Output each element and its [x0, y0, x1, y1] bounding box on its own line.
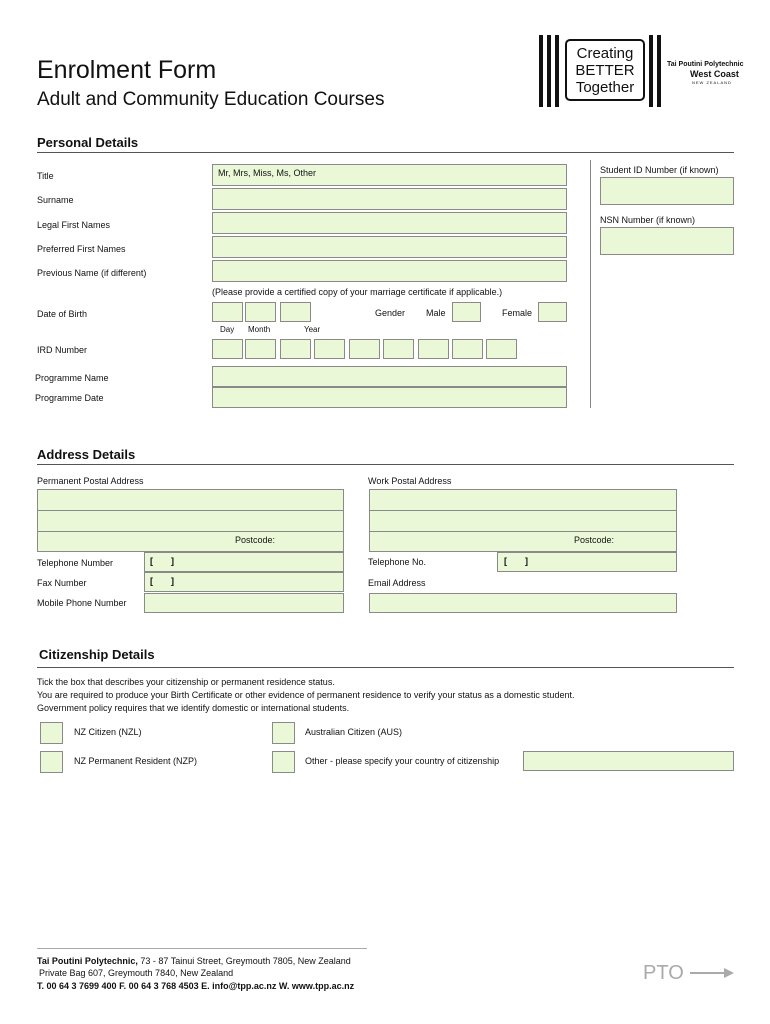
nzp-checkbox[interactable]: [40, 751, 63, 773]
student-id-label: Student ID Number (if known): [600, 165, 719, 175]
logo-bar-left: [539, 35, 543, 107]
title-field[interactable]: [212, 164, 567, 186]
preferred-first-names-field[interactable]: [212, 236, 567, 258]
nzp-label: NZ Permanent Resident (NZP): [74, 756, 198, 766]
telephone-bracket-open: [: [150, 556, 153, 566]
aus-label: Australian Citizen (AUS): [305, 727, 403, 737]
previous-name-label: Previous Name (if different): [37, 268, 147, 278]
ird-digit-4[interactable]: [314, 339, 345, 359]
work-address-line-1[interactable]: [369, 489, 677, 511]
other-checkbox[interactable]: [272, 751, 295, 773]
male-label: Male: [426, 308, 446, 318]
ird-digit-8[interactable]: [452, 339, 483, 359]
telephone-no-label: Telephone No.: [368, 557, 427, 567]
footer-address-line-1: [37, 956, 351, 966]
surname-label: Surname: [37, 195, 74, 205]
pto-arrow-icon: [690, 966, 734, 980]
pto-label: PTO: [643, 962, 684, 984]
address-details-heading: Address Details: [37, 447, 136, 462]
logo-bar-left-3: [555, 35, 559, 107]
work-telephone-bracket-open: [: [504, 556, 507, 566]
male-checkbox[interactable]: [452, 302, 481, 322]
footer-contact-line: T. 00 64 3 7699 400 F. 00 64 3 768 4503 E. info@tpp.ac.nz W. www.tpp.ac.nz: [37, 981, 355, 991]
telephone-bracket-close: ]: [171, 556, 174, 566]
nsn-label: NSN Number (if known): [600, 215, 696, 225]
fax-bracket-open: [: [150, 576, 153, 586]
nzl-label: NZ Citizen (NZL): [74, 727, 142, 737]
gender-label: Gender: [375, 308, 406, 318]
title-options: Mr, Mrs, Miss, Ms, Other: [218, 168, 316, 178]
dob-day-label: Day: [220, 325, 235, 334]
logo-org-1: Tai Poutini Polytechnic: [667, 61, 744, 68]
programme-name-field[interactable]: [212, 366, 567, 387]
programme-date-label: Programme Date: [35, 393, 104, 403]
permanent-postcode-field[interactable]: [37, 531, 344, 552]
dob-year-field[interactable]: [280, 302, 311, 322]
surname-field[interactable]: [212, 188, 567, 210]
logo-line-2: BETTER: [575, 62, 635, 79]
logo-line-1: Creating: [576, 45, 634, 62]
form-subtitle: Adult and Community Education Courses: [37, 89, 385, 110]
footer-street: 73 - 87 Tainui Street, Greymouth 7805, New Zealand: [137, 956, 351, 966]
fax-number-label: Fax Number: [37, 578, 87, 588]
footer-address-line-2: Private Bag 607, Greymouth 7840, New Zealand: [39, 968, 234, 978]
citizenship-instruction-1: Tick the box that describes your citizenship or permanent residence status.: [37, 677, 335, 687]
citizenship-instruction-2: You are required to produce your Birth Certificate or other evidence of permanent residence to verify your status as a domestic student.: [37, 690, 575, 700]
permanent-address-line-1[interactable]: [37, 489, 344, 511]
dob-month-field[interactable]: [245, 302, 276, 322]
dob-month-label: Month: [248, 325, 271, 334]
citizenship-details-rule: [37, 667, 734, 668]
ird-digit-9[interactable]: [486, 339, 517, 359]
citizenship-details-heading: Citizenship Details: [39, 647, 155, 662]
legal-first-names-field[interactable]: [212, 212, 567, 234]
logo-bar-right-2: [657, 35, 661, 107]
aus-checkbox[interactable]: [272, 722, 295, 744]
logo-org-3: NEW ZEALAND: [692, 80, 732, 85]
permanent-postcode-label: Postcode:: [235, 535, 276, 545]
legal-first-names-label: Legal First Names: [37, 220, 111, 230]
previous-name-field[interactable]: [212, 260, 567, 282]
logo-bar-left-2: [547, 35, 551, 107]
telephone-number-field[interactable]: [144, 552, 344, 572]
date-of-birth-label: Date of Birth: [37, 309, 88, 319]
address-details-rule: [37, 464, 734, 465]
dob-year-label: Year: [304, 325, 321, 334]
nzl-checkbox[interactable]: [40, 722, 63, 744]
ird-digit-6[interactable]: [383, 339, 414, 359]
student-id-field[interactable]: [600, 177, 734, 205]
programme-name-label: Programme Name: [35, 373, 109, 383]
work-postcode-label: Postcode:: [574, 535, 615, 545]
work-address-line-2[interactable]: [369, 510, 677, 532]
right-column-divider: [590, 160, 591, 408]
work-postcode-field[interactable]: [369, 531, 677, 552]
preferred-first-names-label: Preferred First Names: [37, 244, 126, 254]
logo-bar-right: [649, 35, 653, 107]
title-label: Title: [37, 171, 54, 181]
nsn-field[interactable]: [600, 227, 734, 255]
logo-line-3: Together: [575, 79, 635, 96]
email-address-field[interactable]: [369, 593, 677, 613]
footer-rule: [37, 948, 367, 949]
marriage-certificate-note: (Please provide a certified copy of your marriage certificate if applicable.): [212, 287, 503, 297]
work-telephone-field[interactable]: [497, 552, 677, 572]
personal-details-rule: [37, 152, 734, 153]
ird-digit-2[interactable]: [245, 339, 276, 359]
programme-date-field[interactable]: [212, 387, 567, 408]
female-label: Female: [502, 308, 533, 318]
permanent-postal-label: Permanent Postal Address: [37, 476, 144, 486]
logo: [537, 35, 744, 107]
fax-bracket-close: ]: [171, 576, 174, 586]
fax-number-field[interactable]: [144, 572, 344, 592]
form-title: Enrolment Form: [37, 56, 217, 84]
logo-text-box: [565, 39, 645, 101]
ird-digit-5[interactable]: [349, 339, 380, 359]
ird-digit-1[interactable]: [212, 339, 243, 359]
work-telephone-bracket-close: ]: [525, 556, 528, 566]
logo-org-2: West Coast: [690, 69, 739, 79]
other-label: Other - please specify your country of citizenship: [305, 756, 500, 766]
personal-details-heading: Personal Details: [37, 135, 139, 150]
work-postal-label: Work Postal Address: [368, 476, 452, 486]
permanent-address-line-2[interactable]: [37, 510, 344, 532]
mobile-phone-field[interactable]: [144, 593, 344, 613]
female-checkbox[interactable]: [538, 302, 567, 322]
dob-day-field[interactable]: [212, 302, 243, 322]
citizenship-instruction-3: Government policy requires that we identify domestic or international students.: [37, 703, 350, 713]
ird-digit-3[interactable]: [280, 339, 311, 359]
telephone-number-label: Telephone Number: [37, 558, 114, 568]
other-country-field[interactable]: [523, 751, 734, 771]
email-address-label: Email Address: [368, 578, 426, 588]
ird-number-label: IRD Number: [37, 345, 88, 355]
mobile-phone-label: Mobile Phone Number: [37, 598, 127, 608]
footer-org-name: Tai Poutini Polytechnic,: [37, 956, 138, 966]
ird-digit-7[interactable]: [418, 339, 449, 359]
